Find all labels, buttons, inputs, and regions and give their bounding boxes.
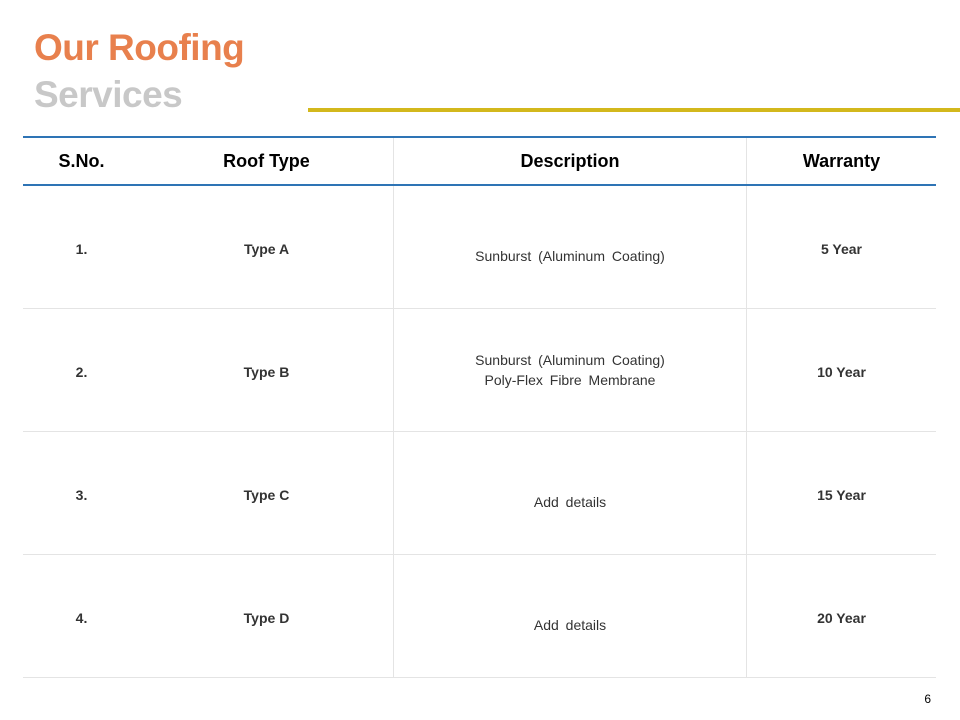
cell-sno: 1. [75,241,88,257]
description-line: Poly-Flex Fibre Membrane [484,372,656,388]
table-row [23,432,936,555]
description-line: Sunburst (Aluminum Coating) [475,248,665,264]
roofing-services-table [23,136,936,678]
page-number: 6 [924,692,931,706]
cell-description [393,432,746,554]
slide-title-line-2: Services [34,74,183,115]
description-line: Add details [533,494,607,510]
cell-roof-type: Type B [243,364,290,380]
slide-title-line-1: Our Roofing [34,27,245,68]
cell-warranty: 5 Year [746,186,936,308]
cell-warranty: 10 Year [746,309,936,431]
description-line: Sunburst (Aluminum Coating) [475,352,665,368]
accent-line [308,108,960,112]
cell-roof-type: Type C [243,487,290,503]
cell-roof-type: Type A [243,241,290,257]
cell-description [393,309,746,431]
cell-description [393,186,746,308]
cell-sno: 3. [75,487,88,503]
cell-roof-type: Type D [243,610,290,626]
cell-warranty: 15 Year [746,432,936,554]
header-warranty: Warranty [746,138,936,184]
table-row [23,186,936,309]
cell-sno: 2. [75,364,88,380]
header-roof-type: Roof Type [223,150,310,171]
table-row [23,555,936,678]
table-row [23,309,936,432]
description-line: Add details [533,617,607,633]
cell-warranty: 20 Year [746,555,936,677]
table-header-row [23,136,936,186]
cell-description [393,555,746,677]
header-sno: S.No. [58,150,105,171]
header-description: Description [393,138,746,184]
cell-sno: 4. [75,610,88,626]
